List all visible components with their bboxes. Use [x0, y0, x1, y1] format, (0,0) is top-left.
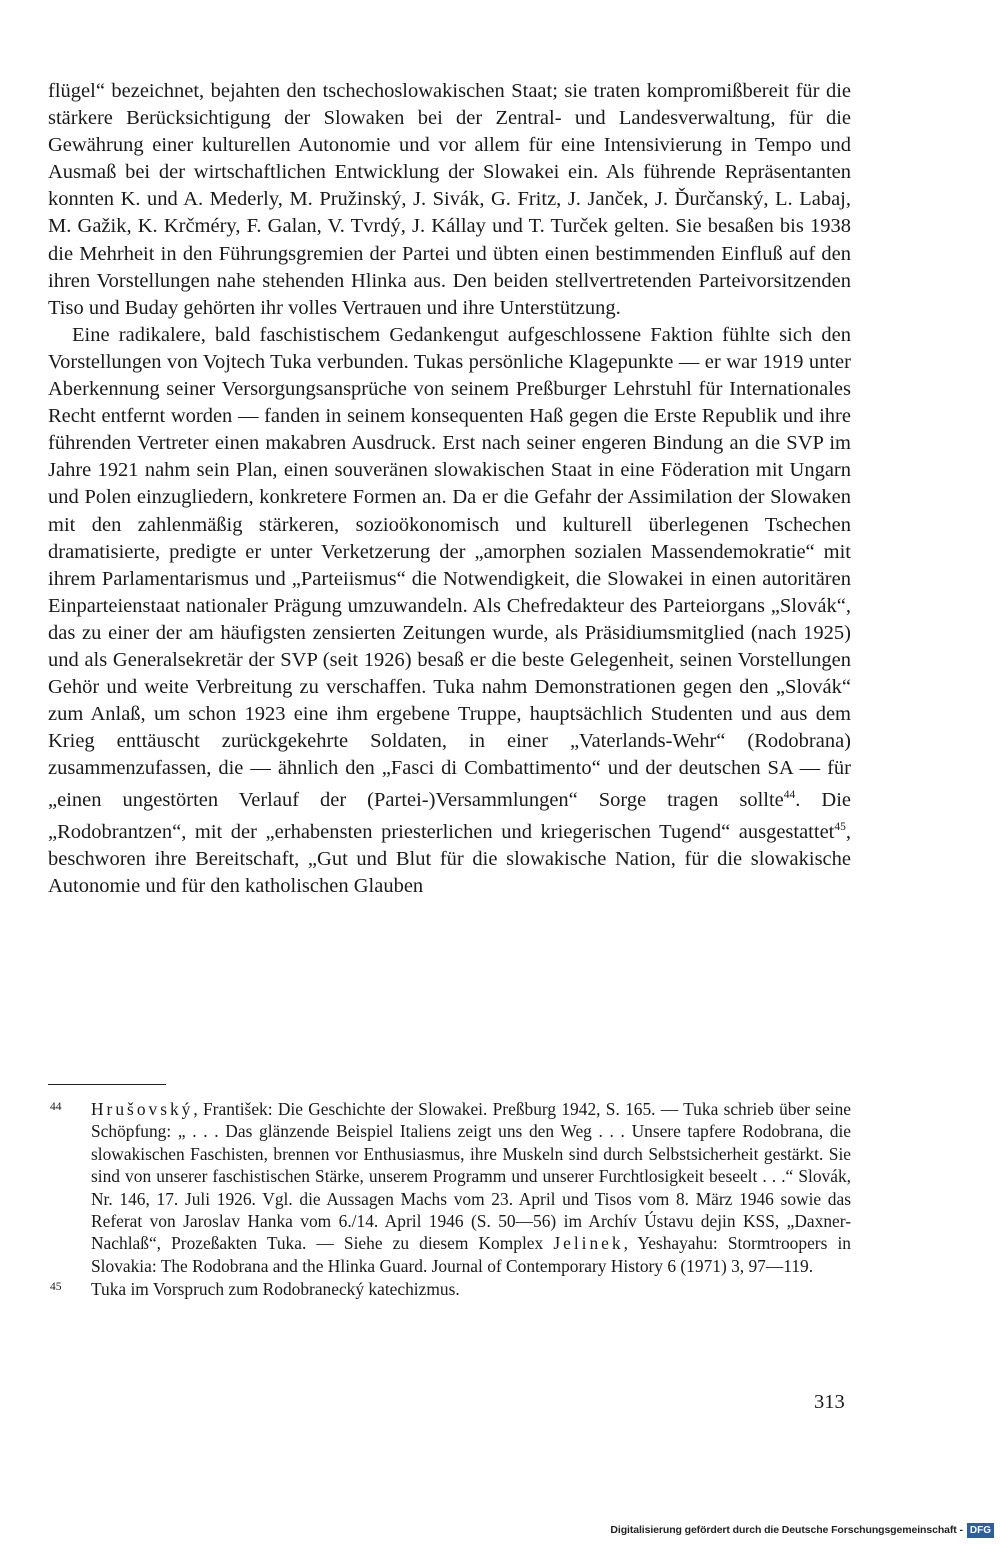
footnotes [48, 1098, 851, 1301]
dfg-logo: DFG [967, 1523, 994, 1538]
paragraph-text: , beschworen ihre Bereitschaft, „Gut und Blut für die slowakische Nation, für die slowakische Autonomie und für den katholischen Glauben [48, 821, 851, 898]
main-text [48, 78, 851, 900]
paragraph [48, 322, 851, 901]
footnote-reference[interactable]: 45 [834, 821, 846, 834]
paragraph-text: Eine radikalere, bald faschistischem Gedankengut aufgeschlossene Faktion fühlte sich den Vorstellungen von Vojtech Tuka verbunden. Tukas persönliche Klagepunkte — er war 1919 unter Aberkennung seiner Versorgungsansprüche von seinem Preßburger Lehrstuhl für Internationales Recht entfernt worden — fanden in seinem konsequenten Haß gegen die Erste Republik und ihre führenden Vertreter einen makabren Ausdruck. Erst nach seiner engeren Bindung an die SVP im Jahre 1921 nahm sein Plan, einen souveränen slowakischen Staat in eine Föderation mit Ungarn und Polen einzugliedern, konkretere Formen an. Da er die Gefahr der Assimilation der Slowaken mit den zahlenmäßig stärkeren, sozioökonomisch und kulturell überlegenen Tschechen dramatisierte, predigte er unter Verketzerung der „amorphen sozialen Massendemokratie“ mit ihrem Parlamentarismus und „Parteiismus“ die Notwendigkeit, die Slowakei in einen autoritären Einparteienstaat nationaler Prägung umzuwandeln. Als Chefredakteur des Parteiorgans „Slovák“, das zu einer der am häufigsten zensierten Zeitungen wurde, als Präsidiumsmitglied (nach 1925) und als Generalsekretär der SVP (seit 1926) besaß er die beste Gelegenheit, seinen Vorstellungen Gehör und weite Verbreitung zu verschaffen. Tuka nahm Demonstrationen gegen den „Slovák“ zum Anlaß, um schon 1923 eine ihm ergebene Truppe, hauptsächlich Studenten und aus dem Krieg enttäuscht zurückgekehrte Soldaten, in einer „Vaterlands-Wehr“ (Rodobrana) zusammenzufassen, die — ähnlich den „Fasci di Combattimento“ und der deutschen SA — für „einen ungestörten Verlauf der (Partei-)Versammlungen“ Sorge tragen sollte [48, 323, 851, 812]
footer-text: Digitalisierung gefördert durch die Deutsche Forschungsgemeinschaft - [610, 1524, 963, 1536]
footnote-author: Jelinek [553, 1233, 624, 1254]
footnote-text: , Yeshayahu: Stormtroopers in Slovakia: The Rodobrana and the Hlinka Guard. Journal of Contemporary History 6 (1971) 3, 97—119. [91, 1233, 851, 1276]
footnote-number: 44 [50, 1101, 62, 1113]
paragraph: flügel“ bezeichnet, bejahten den tschechoslowakischen Staat; sie traten kompromißbereit für die stärkere Berücksichtigung der Slowaken bei der Zentral- und Landesverwaltung, für die Gewährung einer kulturellen Autonomie und vor allem für eine Intensivierung in Tempo und Ausmaß bei der wirtschaftlichen Entwicklung der Slowakei ein. Als führende Repräsentanten konnten K. und A. Mederly, M. Pružinský, J. Sivák, G. Fritz, J. Janček, J. Ďurčanský, L. Labaj, M. Gažik, K. Krčméry, F. Galan, V. Tvrdý, J. Kállay und T. Turček gelten. Sie besaßen bis 1938 die Mehrheit in den Führungsgremien der Partei und übten einen bestimmenden Einfluß auf den ihren Vorstellungen nahe stehenden Hlinka aus. Den beiden stellvertretenden Parteivorsitzenden Tiso und Buday gehörten ihr volles Vertrauen und ihre Unterstützung. [48, 80, 851, 319]
page-number: 313 [814, 1391, 845, 1413]
footnote-reference[interactable]: 44 [783, 789, 796, 802]
digitization-footer [610, 1522, 994, 1538]
paragraph-text: . Die „Rodobrantzen“, mit der „erhabensten priesterlichen und kriegerischen Tugend“ ausgestattet [48, 789, 851, 844]
footnote-divider [48, 1084, 166, 1085]
footnote [48, 1278, 851, 1300]
footnote-text: Tuka im Vorspruch zum Rodobranecký katechizmus. [91, 1279, 460, 1300]
footnote-number: 45 [50, 1281, 62, 1294]
footnote [48, 1098, 851, 1277]
footnote-text: , František: Die Geschichte der Slowakei. Preßburg 1942, S. 165. — Tuka schrieb über seine Schöpfung: „ . . . Das glänzende Beispiel Italiens zeigt uns den Weg . . . Unsere tapfere Rodobrana, die slowakischen Faschisten, brennen vor Enthusiasmus, ihre Muskeln sind durch Selbstsicherheit gestärkt. Sie sind von unserer faschistischen Stärke, unserem Programm und unserer Furchtlosigkeit beseelt . . .“ Slovák, Nr. 146, 17. Juli 1926. Vgl. die Aussagen Machs vom 23. April und Tisos vom 8. März 1946 sowie das Referat von Jaroslav Hanka vom 6./14. April 1946 (S. 50—56) im Archív Ústavu dejin KSS, „Daxner-Nachlaß“, Prozeßakten Tuka. — Siehe zu diesem Komplex [91, 1099, 851, 1254]
footnote-author: Hrušovský [91, 1099, 194, 1119]
